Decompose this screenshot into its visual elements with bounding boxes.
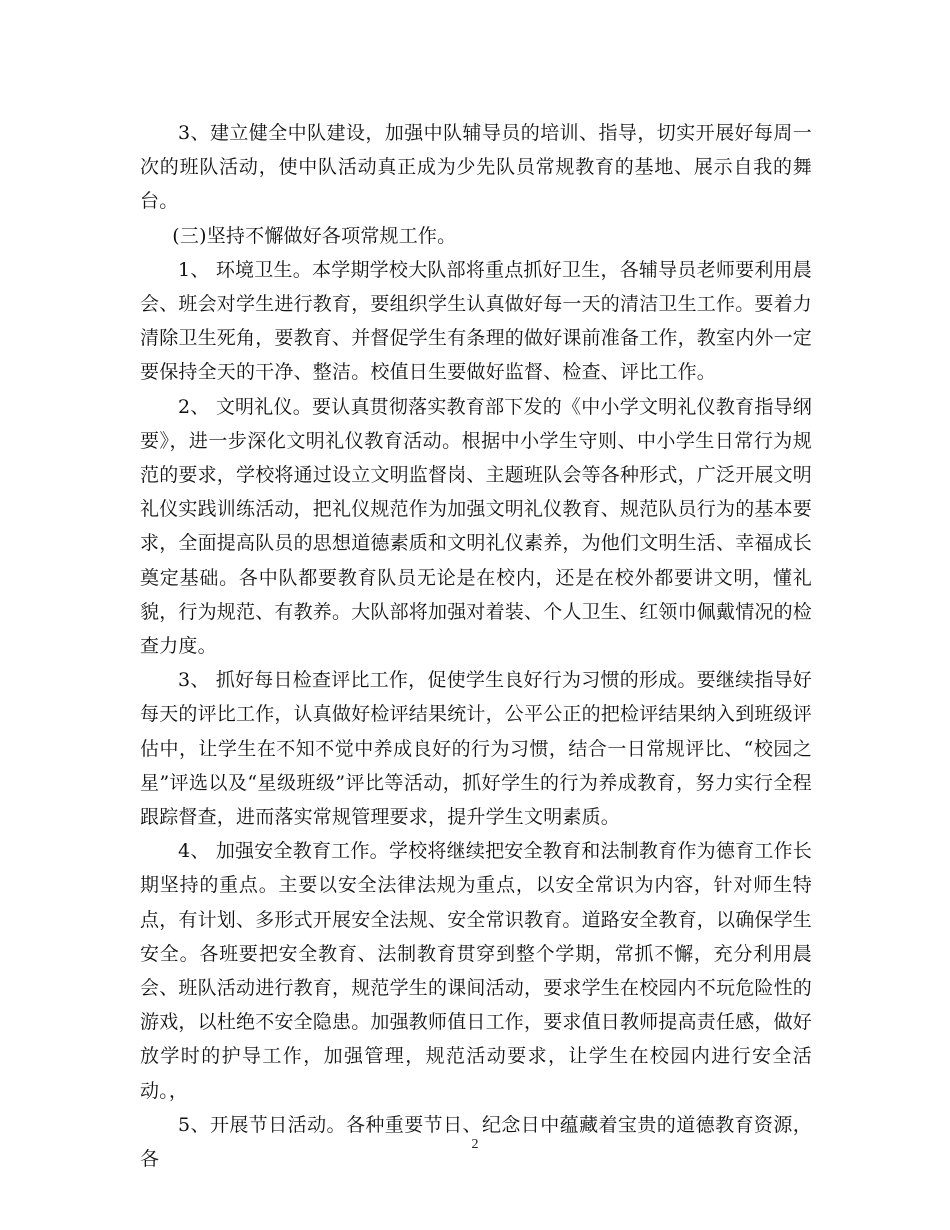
page-number: 2 [471,1137,479,1152]
paragraph-squad-building: 3、建立健全中队建设，加强中队辅导员的培训、指导，切实开展好每周一次的班队活动，使中队活动真正成为少先队员常规教育的基地、展示自我的舞台。 [140,122,812,213]
paragraph-safety-education: 4、 加强安全教育工作。学校将继续把安全教育和法制教育作为德育工作长期坚持的重点。主要以安全法律法规为重点，以安全常识为内容，针对师生特点，有计划、多形式开展安全法规、安全常识教育。道路安全教育，以确保学生安全。各班要把安全教育、法制教育贯穿到整个学期，常抓不懈，充分利用晨会、班队活动进行教育，规范学生的课间活动，要求学生在校园内不玩危险性的游戏，以杜绝不安全隐患。加强教师值日工作，要求值日教师提高责任感，做好放学时的护导工作，加强管理，规范活动要求，让学生在校园内进行安全活动。， [140,840,813,1102]
paragraph-holiday-activities: 5、开展节日活动。各种重要节日、纪念日中蕴藏着宝贵的道德教育资源，各 [140,1113,812,1171]
paragraph-daily-inspection: 3、 抓好每日检查评比工作，促使学生良好行为习惯的形成。要继续指导好每天的评比工作，认真做好检评结果统计，公平公正的把检评结果纳入到班级评估中，让学生在不知不觉中养成良好的行为习惯，结合一日常规评比、“校园之星”评选以及“星级班级”评比等活动，抓好学生的行为养成教育，努力实行全程跟踪督查，进而落实常规管理要求，提升学生文明素质。 [140,669,813,829]
document-body [140,116,812,1176]
paragraph-environmental-hygiene: 1、 环境卫生。本学期学校大队部将重点抓好卫生，各辅导员老师要利用晨会、班会对学生进行教育，要组织学生认真做好每一天的清洁卫生工作。要着力清除卫生死角，要教育、并督促学生有条理的做好课前准备工作，教室内外一定要保持全天的干净、整洁。校值日生要做好监督、检查、评比工作。 [140,258,813,384]
section-heading-routine-work: (三)坚持不懈做好各项常规工作。 [172,224,457,247]
paragraph-civility-etiquette: 2、 文明礼仪。要认真贯彻落实教育部下发的《中小学文明礼仪教育指导纲要》，进一步深化文明礼仪教育活动。根据中小学生守则、中小学生日常行为规范的要求，学校将通过设立文明监督岗、主题班队会等各种形式，广泛开展文明礼仪实践训练活动，把礼仪规范作为加强文明礼仪教育、规范队员行为的基本要求，全面提高队员的思想道德素质和文明礼仪素养，为他们文明生活、幸福成长奠定基础。各中队都要教育队员无论是在校内，还是在校外都要讲文明，懂礼貌，行为规范、有教养。大队部将加强对着装、个人卫生、红领巾佩戴情况的检查力度。 [140,395,813,658]
